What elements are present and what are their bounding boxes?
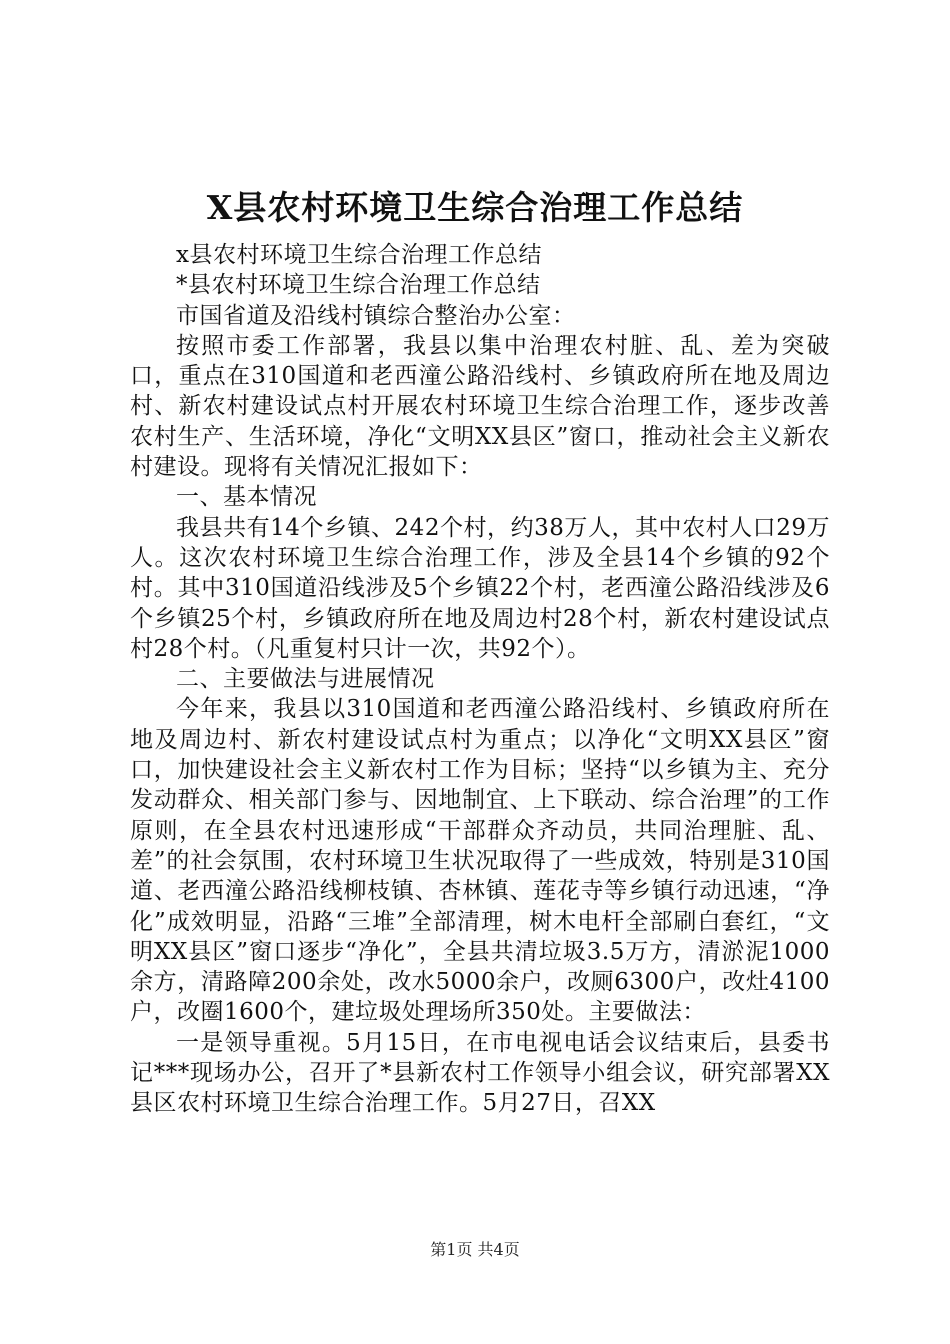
document-title: X县农村环境卫生综合治理工作总结 (206, 188, 744, 227)
section-heading: 二、主要做法与进展情况 (176, 666, 435, 693)
section-heading: 一、基本情况 (176, 484, 317, 511)
subtitle-line: *县农村环境卫生综合治理工作总结 (176, 272, 541, 299)
document-body (130, 240, 830, 1119)
measure-paragraph: 一是领导重视。5月15日，在市电视电话会议结束后，县委书记***现场办公，召开了*县新农村工作领导小组会议，研究部署XX县区农村环境卫生综合治理工作。5月27日，召XX (130, 1029, 830, 1117)
intro-paragraph: 按照市委工作部署，我县以集中治理农村脏、乱、差为突破口，重点在310国道和老西潼公路沿线村、乡镇政府所在地及周边村、新农村建设试点村开展农村环境卫生综合治理工作，逐步改善农村生产、生活环境，净化“文明XX县区”窗口，推动社会主义新农村建设。现将有关情况汇报如下： (130, 332, 830, 481)
addressee-line: 市国省道及沿线村镇综合整治办公室： (176, 302, 576, 329)
progress-paragraph: 今年来，我县以310国道和老西潼公路沿线村、乡镇政府所在地及周边村、新农村建设试点村为重点；以净化“文明XX县区”窗口，加快建设社会主义新农村工作为目标；坚持“以乡镇为主、充分发动群众、相关部门参与、因地制宜、上下联动、综合治理”的工作原则，在全县农村迅速形成“干部群众齐动员，共同治理脏、乱、差”的社会氛围，农村环境卫生状况取得了一些成效，特别是310国道、老西潼公路沿线柳枝镇、杏林镇、莲花寺等乡镇行动迅速，“净化”成效明显，沿路“三堆”全部清理，树木电杆全部刷白套红，“文明XX县区”窗口逐步“净化”，全县共清垃圾3.5万方，清淤泥1000余方，清路障200余处，改水5000余户，改厕6300户，改灶4100户，改圈1600个，建垃圾处理场所350处。主要做法： (130, 696, 830, 1026)
subtitle-line: x县农村环境卫生综合治理工作总结 (176, 242, 542, 268)
page-number-footer: 第1页 共4页 (430, 1240, 520, 1259)
basic-situation-paragraph: 我县共有14个乡镇、242个村，约38万人，其中农村人口29万人。这次农村环境卫生综合治理工作，涉及全县14个乡镇的92个村。其中310国道沿线涉及5个乡镇22个村，老西潼公路沿线涉及6个乡镇25个村，乡镇政府所在地及周边村28个村，新农村建设试点村28个村。（凡重复村只计一次，共92个）。 (130, 514, 830, 662)
